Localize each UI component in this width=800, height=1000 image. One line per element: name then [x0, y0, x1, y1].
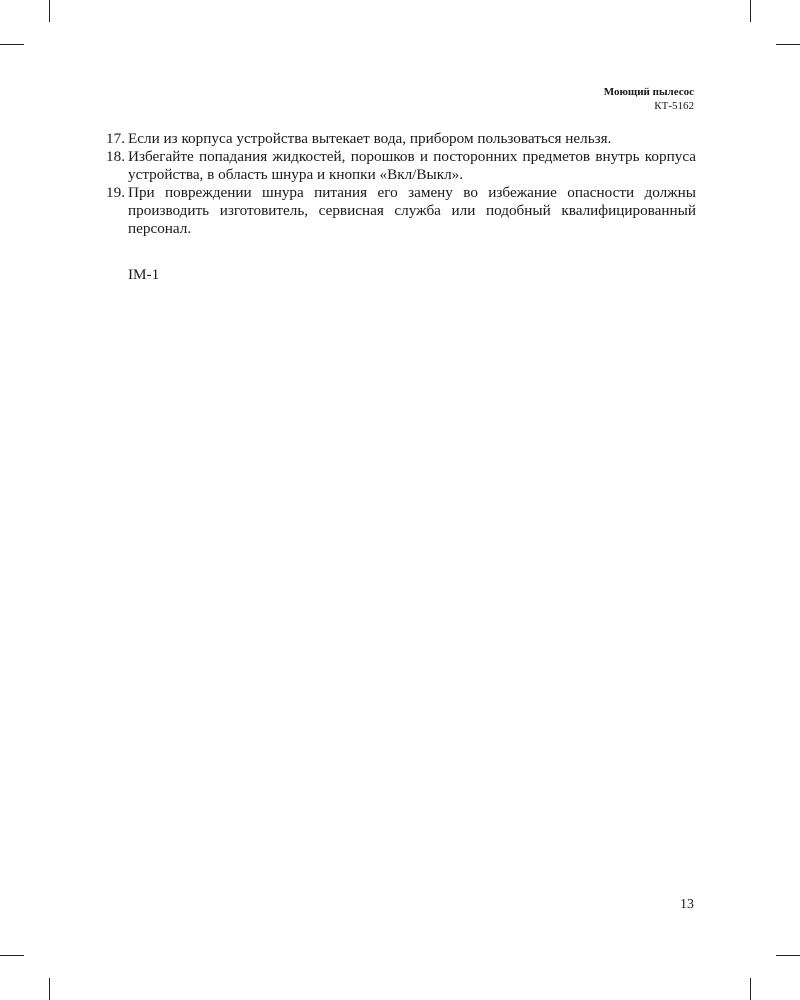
item-number: 19.: [106, 184, 125, 201]
instruction-list: [106, 130, 696, 238]
item-text: Если из корпуса устройства вытекает вода, прибором пользоваться нельзя.: [128, 130, 612, 147]
item-text: При повреждении шнура питания его замену во избежание опасности должны производить изготовитель, сервисная служба или подобный квалифицированный персонал.: [128, 184, 696, 237]
crop-mark-top-left-h: [0, 44, 24, 45]
list-item: [106, 130, 696, 148]
crop-mark-bottom-left-h: [0, 955, 24, 956]
page-number: 13: [680, 897, 694, 912]
header-title: Моющий пылесос: [603, 86, 694, 98]
header-model: КТ-5162: [654, 99, 694, 112]
crop-mark-top-right-v: [750, 0, 751, 22]
list-item: [106, 148, 696, 184]
crop-mark-bottom-right-v: [750, 978, 751, 1000]
crop-mark-bottom-right-h: [776, 955, 800, 956]
item-number: 17.: [106, 130, 125, 147]
item-number: 18.: [106, 148, 125, 165]
list-item: [106, 184, 696, 238]
running-header: [604, 86, 694, 114]
crop-mark-top-right-h: [776, 44, 800, 45]
document-code: IM-1: [128, 266, 160, 283]
item-text: Избегайте попадания жидкостей, порошков и посторонних предметов внутрь корпуса устройства, в область шнура и кнопки «Вкл/Выкл».: [128, 148, 696, 183]
crop-mark-bottom-left-v: [49, 978, 50, 1000]
crop-mark-top-left-v: [49, 0, 50, 22]
